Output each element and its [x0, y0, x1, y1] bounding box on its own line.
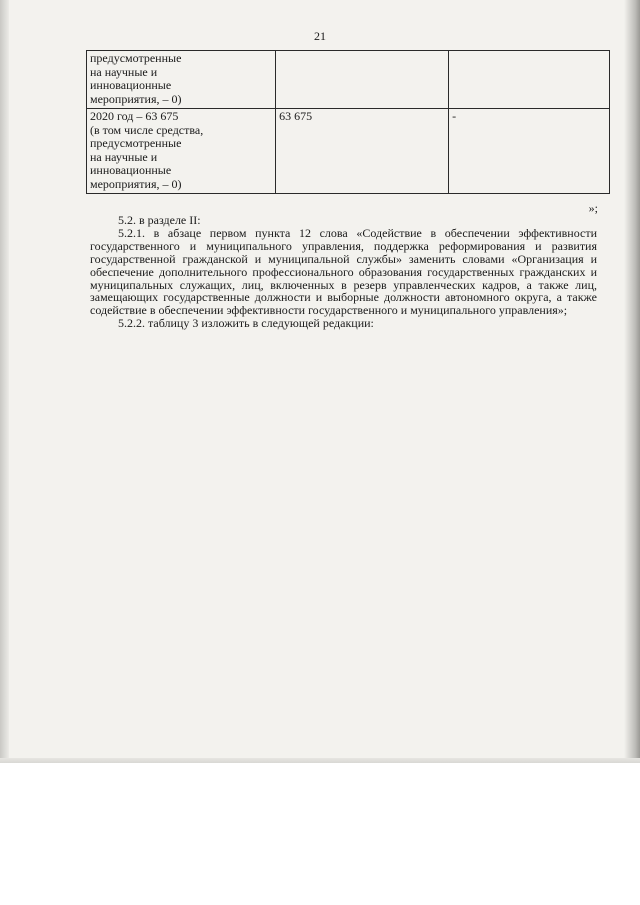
cell-line: на научные и [90, 149, 158, 164]
cell-line: на научные и [90, 64, 158, 79]
cell-line: предусмотренные [90, 51, 182, 65]
cell-line: мероприятия, – 0) [90, 176, 182, 191]
cell-line: мероприятия, – 0) [90, 91, 182, 106]
scan-right-edge [624, 0, 640, 763]
table-cell-amount [276, 51, 449, 109]
section-heading: 5.2. в разделе II: [118, 213, 201, 227]
table-cell-other [449, 51, 610, 109]
table-row [87, 51, 610, 109]
funding-table [86, 50, 610, 194]
table-cell-period [87, 51, 276, 109]
cell-line: предусмотренные [90, 136, 182, 150]
table-cell-other: - [449, 109, 610, 194]
cell-line: инновационные [90, 163, 172, 177]
cell-line: инновационные [90, 78, 172, 92]
cell-line: 2020 год – 63 675 [90, 109, 179, 123]
closing-quote-mark: »; [588, 201, 598, 215]
document-body [90, 214, 597, 330]
paragraph-5-2-2: 5.2.2. таблицу 3 изложить в следующей редакции: [118, 316, 374, 331]
page-number: 21 [314, 29, 326, 43]
cell-line: (в том числе средства, [90, 122, 204, 137]
table-cell-amount: 63 675 [276, 109, 449, 194]
table-row [87, 109, 610, 194]
table-cell-period [87, 109, 276, 194]
scan-left-edge [0, 0, 9, 763]
paragraph-5-2-1: 5.2.1. в абзаце первом пункта 12 слова «Содействие в обеспечении эффективности государственного и муниципального управления, поддержка реформирования и развития государственной гражданской и муниципальной службы» заменить словами «Организация и обеспечение дополнительного профессионального образования государственных гражданских и муниципальных служащих, лиц, включенных в резерв управленческих кадров, а также лиц, замещающих государственные должности и выборные должности автономного округа, а также содействие в обеспечении эффективности государственного и муниципального управления»; [90, 225, 597, 318]
